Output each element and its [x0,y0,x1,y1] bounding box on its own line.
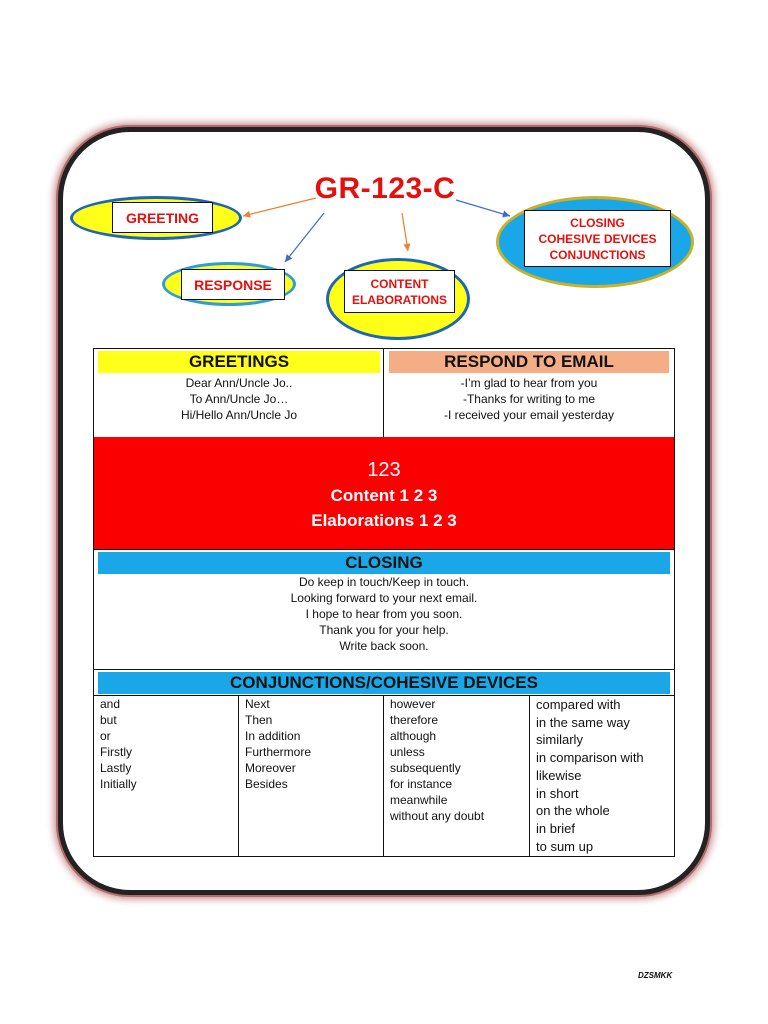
greeting-label: GREETING [125,209,200,226]
word-item: Lastly [100,761,132,775]
word-item: In addition [245,729,301,743]
word-item: or [100,729,111,743]
band-elaborations: Elaborations 1 2 3 [311,511,457,530]
closing-line: Thank you for your help. [319,623,449,637]
conjunctions-col-4 [530,695,674,856]
content-label-line1: CONTENT [370,276,429,291]
word-item: Moreover [245,761,296,775]
closing-label-line1: CLOSING [570,215,625,230]
conjunctions-col-1 [94,695,239,856]
word-item: in the same way [536,714,630,730]
word-item: Next [245,697,270,711]
word-item: but [100,713,117,727]
word-item: without any doubt [390,809,485,823]
closing-header: CLOSING [98,552,670,574]
response-label-box [181,269,285,300]
word-item: although [390,729,437,743]
closing-cell [94,549,674,670]
word-item: however [390,697,436,711]
word-item: in brief [536,820,576,836]
respond-lines [384,375,674,423]
greetings-header: GREETINGS [98,351,380,373]
greeting-line: To Ann/Uncle Jo… [189,392,289,406]
respond-cell [384,349,674,437]
word-item: meanwhile [390,793,448,807]
word-item: Firstly [100,745,132,759]
word-item: in comparison with [536,750,644,766]
closing-line: Write back soon. [339,639,429,653]
conjunctions-header: CONJUNCTIONS/COHESIVE DEVICES [98,672,670,694]
closing-label-line2: COHESIVE DEVICES [538,231,657,246]
closing-label-line3: CONJUNCTIONS [549,247,646,262]
word-item: Initially [100,777,137,791]
footer-credit: DZSMKK [638,971,673,980]
greeting-line: Hi/Hello Ann/Uncle Jo [180,408,298,422]
greeting-line: Dear Ann/Uncle Jo.. [185,376,293,390]
content-label-line2: ELABORATIONS [351,292,448,307]
word-item: subsequently [390,761,461,775]
respond-line: -I received your email yesterday [443,408,615,422]
band-number: 123 [367,459,401,481]
greeting-label-box [112,202,213,233]
greetings-cell [94,349,384,437]
greetings-lines [94,375,384,423]
band-content: Content 1 2 3 [330,486,438,505]
conjunctions-col-2 [239,695,384,856]
arrow-to-content [402,213,408,251]
word-item: to sum up [536,838,594,854]
word-item: and [100,697,121,711]
respond-line: -I’m glad to hear from you [460,376,598,390]
phrases-table [93,348,675,857]
closing-line: I hope to hear from you soon. [305,607,463,621]
word-item: unless [390,745,425,759]
closing-lines [94,574,674,654]
word-item: likewise [536,767,582,783]
respond-header: RESPOND TO EMAIL [389,351,669,373]
closing-label-box [524,210,671,267]
response-label: RESPONSE [194,276,272,293]
content-band [94,437,674,549]
closing-line: Do keep in touch/Keep in touch. [298,575,470,589]
word-item: Furthermore [245,745,312,759]
content-label-box [344,270,455,313]
word-item: therefore [390,713,439,727]
word-item: in short [536,785,579,801]
word-item: compared with [536,697,621,712]
word-item: Besides [245,777,288,791]
word-item: for instance [390,777,453,791]
closing-line: Looking forward to your next email. [290,591,478,605]
word-item: on the whole [536,803,610,819]
word-item: similarly [536,732,583,748]
arrow-to-response [285,213,324,262]
page-title: GR-123-C [314,172,456,205]
word-item: Then [245,713,273,727]
conjunctions-col-3 [384,695,530,856]
respond-line: -Thanks for writing to me [462,392,596,406]
